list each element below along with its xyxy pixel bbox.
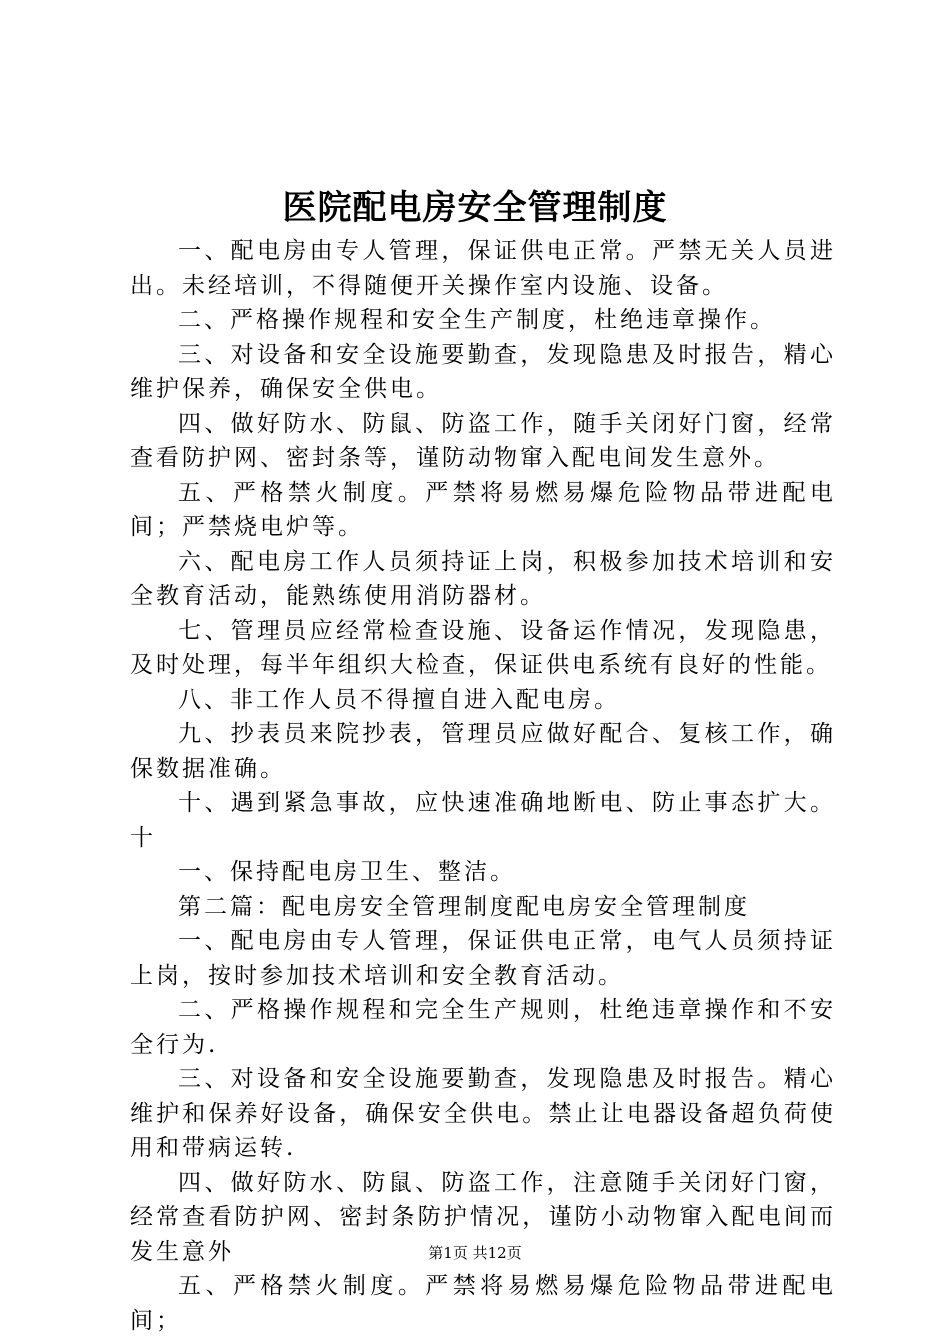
- paragraph: 九、抄表员来院抄表，管理员应做好配合、复核工作，确保数据准确。: [130, 721, 836, 782]
- paragraph: 四、做好防水、防鼠、防盗工作，随手关闭好门窗，经常查看防护网、密封条等，谨防动物窜入配电间发生意外。: [130, 410, 836, 471]
- paragraph: 二、严格操作规程和安全生产制度，杜绝违章操作。: [178, 307, 776, 333]
- paragraph: 六、配电房工作人员须持证上岗，积极参加技术培训和安全教育活动，能熟练使用消防器材。: [130, 548, 836, 609]
- paragraph: 十、遇到紧急事故，应快速准确地断电、防止事态扩大。十: [130, 790, 836, 851]
- paragraph: 三、对设备和安全设施要勤查，发现隐患及时报告，精心维护保养，确保安全供电。: [130, 341, 836, 402]
- paragraph: 七、管理员应经常检查设施、设备运作情况，发现隐患，及时处理，每半年组织大检查，保证供电系统有良好的性能。: [130, 617, 836, 678]
- document-body: [130, 234, 836, 1338]
- section-heading: 第二篇：配电房安全管理制度配电房安全管理制度: [178, 893, 750, 920]
- paragraph: 一、保持配电房卫生、整洁。: [178, 859, 516, 885]
- paragraph: 一、配电房由专人管理，保证供电正常，电气人员须持证上岗，按时参加技术培训和安全教育活动。: [130, 928, 836, 989]
- paragraph: 二、严格操作规程和完全生产规则，杜绝违章操作和不安全行为.: [130, 997, 836, 1058]
- paragraph: 五、严格禁火制度。严禁将易燃易爆危险物品带进配电间；: [130, 1273, 836, 1334]
- page-footer: 第1页 共12页: [428, 1244, 522, 1262]
- document-title: 医院配电房安全管理制度: [282, 188, 668, 228]
- paragraph: 八、非工作人员不得擅自进入配电房。: [178, 686, 620, 713]
- paragraph: 三、对设备和安全设施要勤查，发现隐患及时报告。精心维护和保养好设备，确保安全供电。禁止让电器设备超负荷使用和带病运转.: [130, 1066, 836, 1161]
- paragraph: 一、配电房由专人管理，保证供电正常。严禁无关人员进出。未经培训，不得随便开关操作室内设施、设备。: [130, 238, 836, 299]
- paragraph: 五、严格禁火制度。严禁将易燃易爆危险物品带进配电间；严禁烧电炉等。: [130, 479, 836, 540]
- paragraph: 四、做好防水、防鼠、防盗工作，注意随手关闭好门窗，经常查看防护网、密封条防护情况，谨防小动物窜入配电间而发生意外: [130, 1169, 836, 1265]
